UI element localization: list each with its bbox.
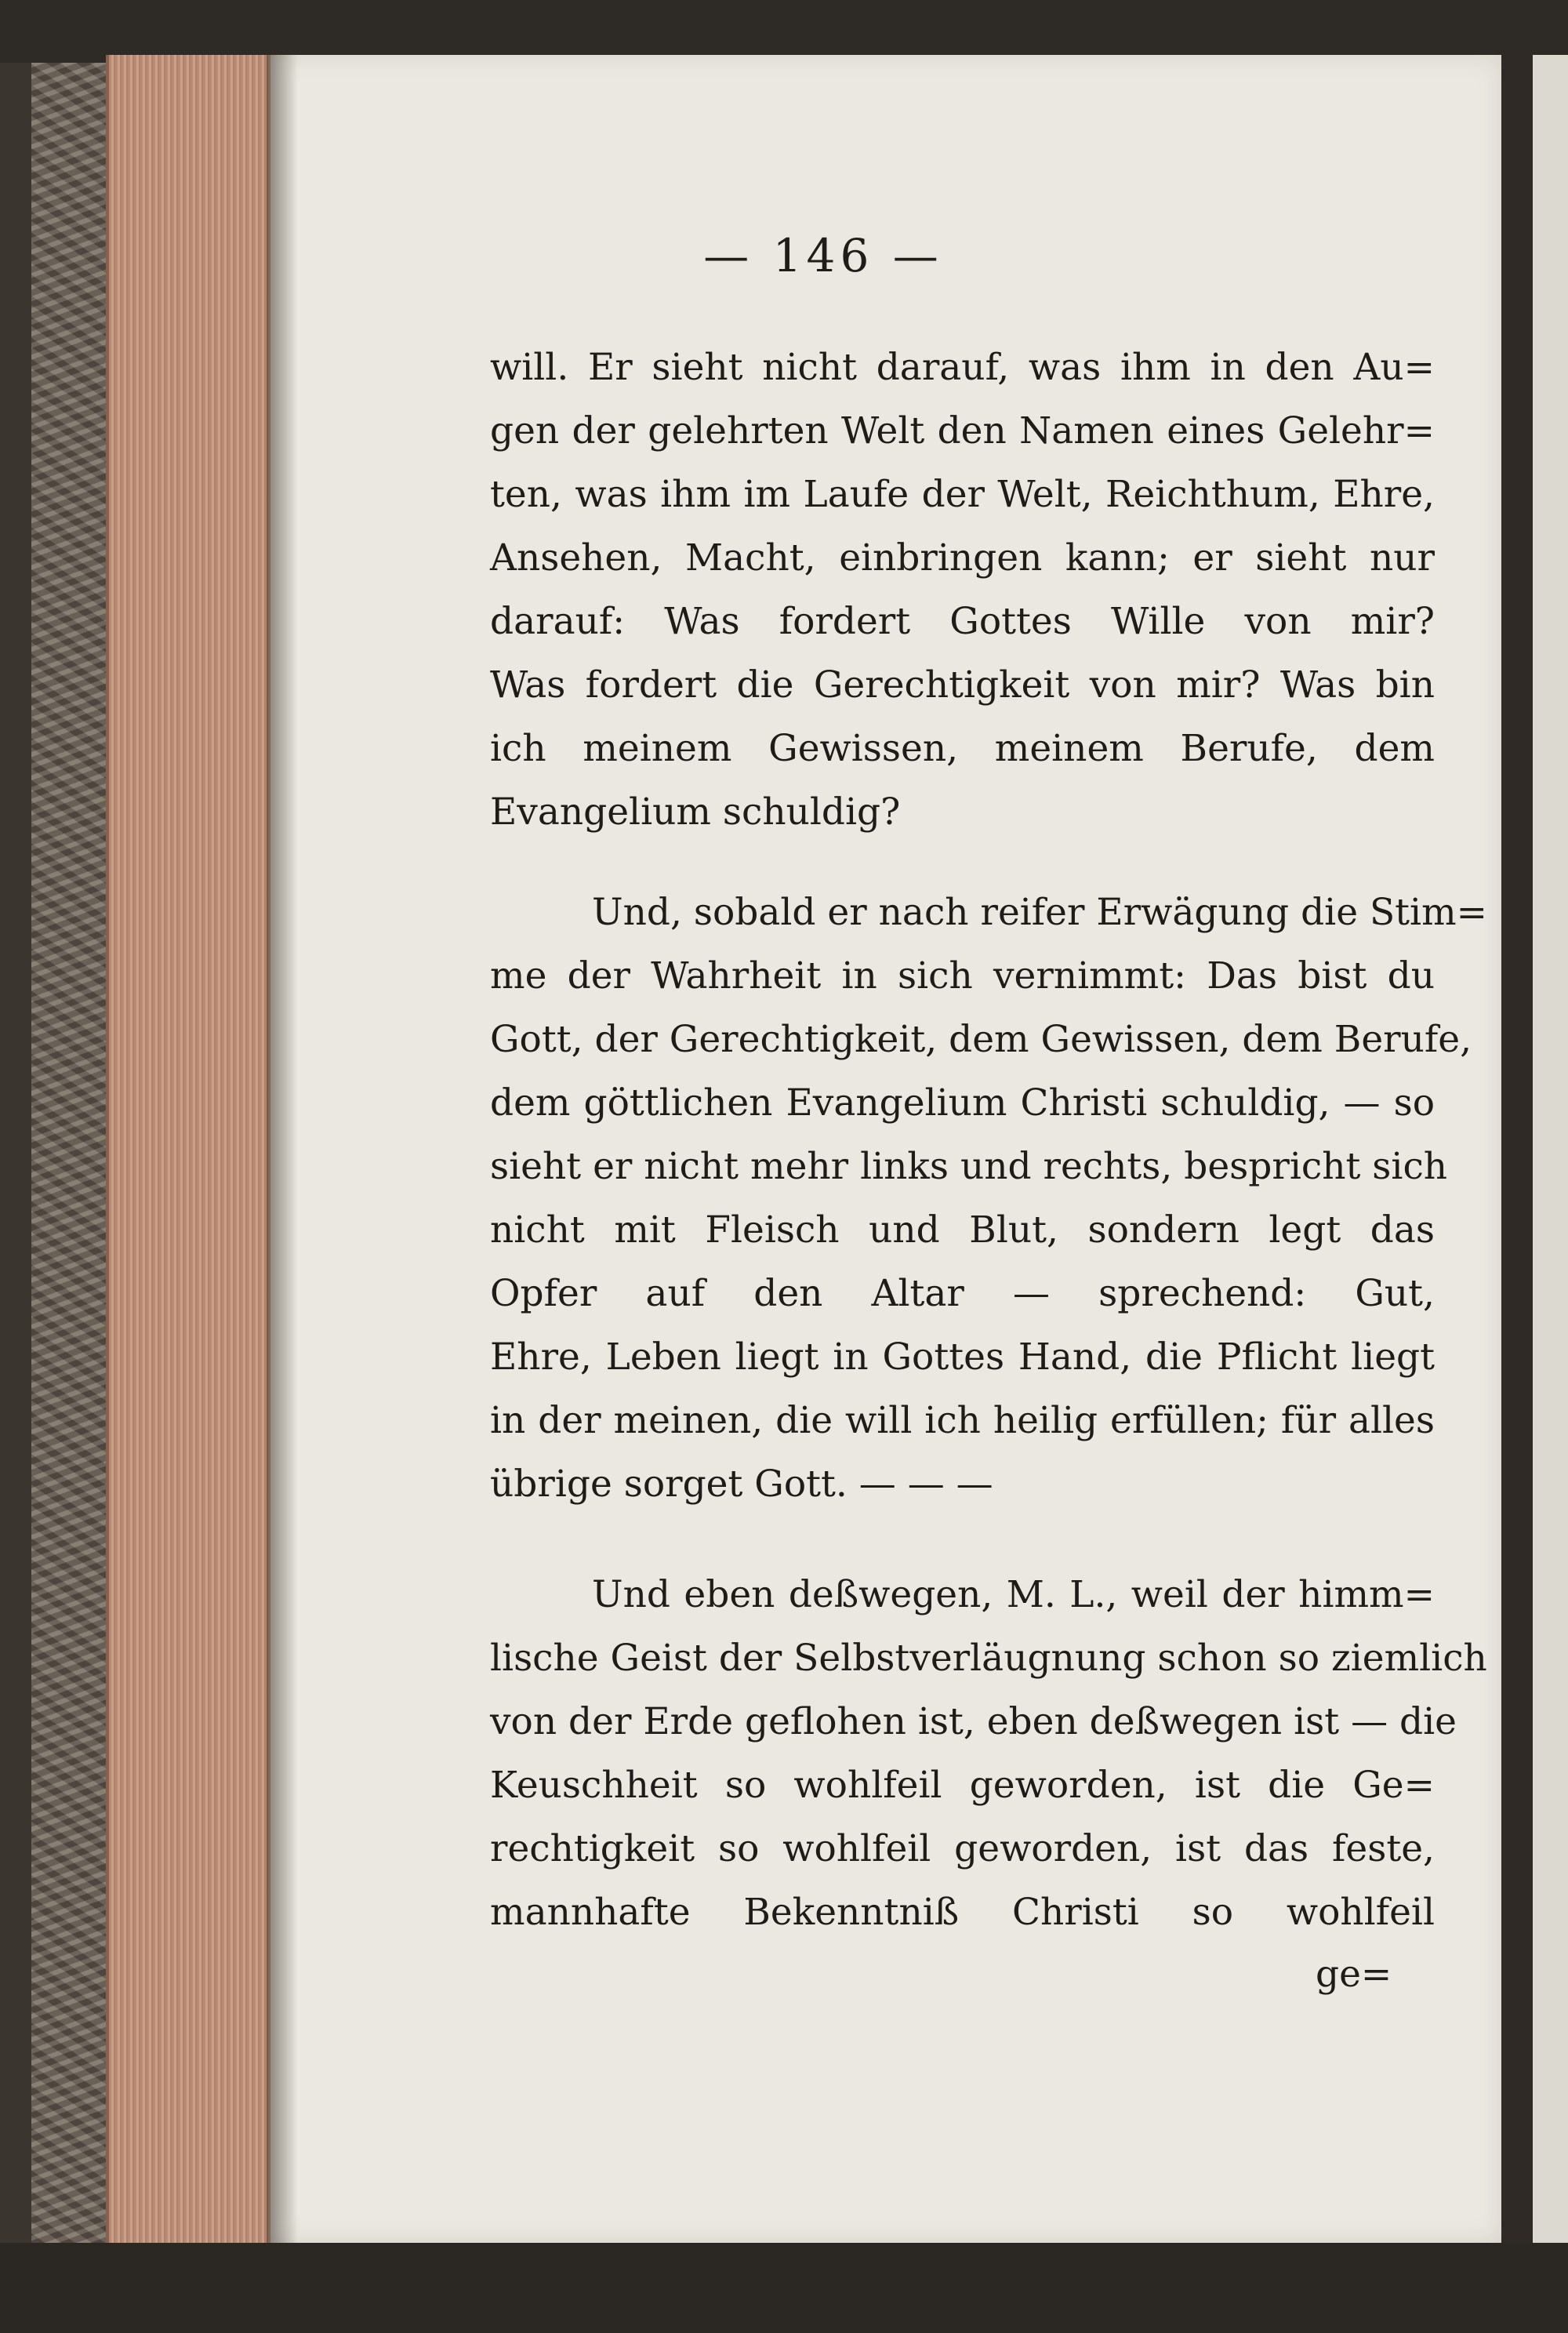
text-line: darauf: Was fordert Gottes Wille von mir? [490, 600, 1435, 643]
text-line: in der meinen, die will ich heilig erfüllen; für alles [490, 1399, 1435, 1442]
page-edges [106, 55, 278, 2247]
text-line: Ehre, Leben liegt in Gottes Hand, die Pflicht liegt [490, 1335, 1435, 1379]
marbled-cover [31, 63, 108, 2243]
facing-page-edge [1501, 55, 1568, 2243]
text-line: gen der gelehrten Welt den Namen eines Gelehr= [490, 409, 1435, 452]
text-line: ich meinem Gewissen, meinem Berufe, dem [490, 727, 1435, 770]
text-line: sieht er nicht mehr links und rechts, bespricht sich [490, 1145, 1448, 1188]
text-line: nicht mit Fleisch und Blut, sondern legt das [490, 1208, 1435, 1252]
page-number: — 146 — [703, 229, 943, 282]
text-line: Und eben deßwegen, M. L., weil der himm= [592, 1573, 1435, 1616]
text-line: lische Geist der Selbstverläugnung schon so ziemlich [490, 1637, 1487, 1680]
text-line: Ansehen, Macht, einbringen kann; er sieht nur [490, 536, 1435, 580]
text-line: will. Er sieht nicht darauf, was ihm in den Au= [490, 346, 1435, 389]
background-top [0, 0, 1568, 63]
text-line: rechtigkeit so wohlfeil geworden, ist das feste, [490, 1827, 1435, 1870]
text-line: übrige sorget Gott. — — — [490, 1463, 993, 1506]
text-line: ten, was ihm im Laufe der Welt, Reichthum, Ehre, [490, 473, 1435, 516]
text-line: me der Wahrheit in sich vernimmt: Das bist du [490, 954, 1435, 998]
text-line: Evangelium schuldig? [490, 790, 901, 834]
text-line: Opfer auf den Altar — sprechend: Gut, [490, 1272, 1435, 1315]
text-line: dem göttlichen Evangelium Christi schuldig, — so [490, 1081, 1435, 1125]
gutter-shadow [267, 55, 298, 2247]
text-line: Keuschheit so wohlfeil geworden, ist die Ge= [490, 1764, 1435, 1807]
text-line: Was fordert die Gerechtigkeit von mir? Was bin [490, 663, 1435, 707]
text-line: Gott, der Gerechtigkeit, dem Gewissen, dem Berufe, [490, 1018, 1472, 1061]
background-bottom [0, 2243, 1568, 2333]
text-line: mannhafte Bekenntniß Christi so wohlfeil [490, 1891, 1435, 1934]
text-line: von der Erde geflohen ist, eben deßwegen ist — die [490, 1700, 1457, 1743]
catchword: ge= [1316, 1953, 1392, 1996]
text-line: Und, sobald er nach reifer Erwägung die Stim= [592, 891, 1488, 934]
